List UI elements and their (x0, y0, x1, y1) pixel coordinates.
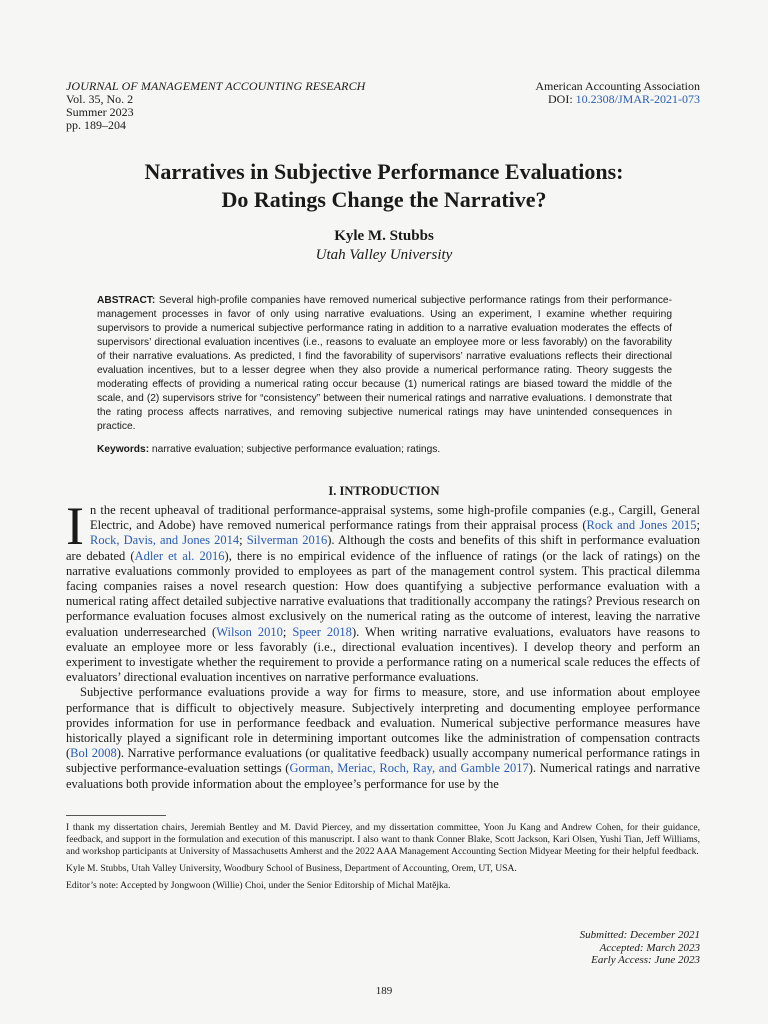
citation-link[interactable]: Rock, Davis, and Jones 2014 (89, 533, 240, 548)
text-run: Subjective performance evaluations provide a way for firms to measure, store, and use information about employee performance that is difficult to objectively measure. Subjectively interpreting and documenting employee performance provides information for use in performance feedback and evaluation. Numerical subjective performance measures have historically played a significant role in determining important outcomes like the administration of compensation contracts ( (66, 685, 700, 761)
text-run: ; (239, 533, 247, 548)
doi-link[interactable]: 10.2308/JMAR-2021-073 (575, 92, 700, 106)
title-line-1: Narratives in Subjective Performance Evaluations: (144, 159, 624, 184)
text-run: ). Although the costs and benefits of this shift in performance evaluation are debated ( (66, 533, 700, 563)
keywords-text: narrative evaluation; subjective performance evaluation; ratings. (149, 444, 441, 455)
author-name: Kyle M. Stubbs (334, 228, 434, 244)
abstract-text: Several high-profile companies have removed numerical subjective performance ratings from their performance-management processes in favor of only using narrative evaluations. Using an experiment, I examine whether requiring supervisors to provide a numerical subjective performance rating in addition to a narrative evaluation moderates the effects of supervisors’ directional evaluation incentives (i.e., reasons to evaluate an employee more or less favorably) on the favorability of their narrative evaluations. As predicted, I find the favorability of supervisors’ narrative evaluations reflects their directional evaluation incentives, but to a lesser degree when they also provide a numerical performance rating. Theory suggests the moderating effects of providing a numerical rating occur because (1) numerical ratings are biased toward the middle of the scale, and (2) supervisors strive for “consistency” between their numerical ratings and narrative evaluations. I demonstrate that the rating process affects narratives, and removing subjective numerical ratings may have unintended consequences in practice. (97, 295, 672, 432)
citation-link[interactable]: Adler et al. 2016 (134, 548, 225, 563)
citation-link[interactable]: Gorman, Meriac, Roch, Ray, and Gamble 2017 (289, 761, 529, 776)
submitted-date: Submitted: December 2021 (579, 929, 700, 941)
publisher-header (535, 80, 700, 106)
text-run: ). When writing narrative evaluations, evaluators have reasons to evaluate an employee more or less favorably (i.e., directional evaluation incentives). I develop theory and perform an experiment to investigate whether the requirement to provide a performance rating on a numerical scale reduces the effects of evaluators’ directional evaluation incentives on narrative performance evaluations. (66, 624, 700, 685)
accepted-date: Accepted: March 2023 (599, 941, 700, 954)
editor-note: Editor’s note: Accepted by Jongwoon (Willie) Choi, under the Senior Editorship of Michal Matějka. (66, 880, 451, 891)
footnote-divider (66, 815, 166, 816)
text-run: ; (696, 518, 700, 533)
body-text (66, 496, 701, 792)
text-run: ), there is no empirical evidence of the influence of ratings (or the lack of ratings) on the narrative evaluations commonly provided to employees as part of the management control system. This practical dilemma facing companies raises a novel research question: How does quantifying a subjective performance evaluation with a numerical rating affect detailed subjective narrative evaluations that traditionally accompany the ratings? Previous research on performance evaluation focuses almost exclusively on the numerical rating as the outcome of interest, leaving the narrative evaluation underresearched ( (66, 548, 700, 639)
text-run: ). Narrative performance evaluations (or qualitative feedback) usually accompany numerical performance ratings in subjective performance-evaluation settings ( (66, 746, 700, 776)
title-line-2: Do Ratings Change the Narrative? (221, 187, 547, 212)
paragraph-2 (66, 685, 700, 791)
abstract (97, 294, 672, 434)
author-affiliation: Utah Valley University (315, 247, 453, 263)
drop-cap: I (66, 496, 84, 556)
doi-label: DOI: (547, 92, 576, 106)
citation-link[interactable]: Speer 2018 (292, 624, 352, 639)
citation-link[interactable]: Wilson 2010 (216, 624, 283, 639)
journal-header (66, 80, 365, 132)
paragraph-1 (66, 496, 700, 685)
abstract-label: ABSTRACT: (97, 295, 156, 306)
author-contact: Kyle M. Stubbs, Utah Valley University, Woodbury School of Business, Department of Accounting, Orem, UT, USA. (66, 863, 517, 874)
publication-dates (580, 929, 700, 967)
footnotes (66, 822, 700, 897)
citation-link[interactable]: Rock and Jones 2015 (586, 518, 697, 533)
text-run: ; (282, 624, 293, 639)
journal-name: JOURNAL OF MANAGEMENT ACCOUNTING RESEARCH (66, 79, 366, 93)
early-access-date: Early Access: June 2023 (591, 954, 700, 966)
keywords (97, 443, 672, 457)
page-number: 189 (375, 985, 393, 997)
citation-link[interactable]: Bol 2008 (70, 746, 117, 761)
acknowledgments: I thank my dissertation chairs, Jeremiah Bentley and M. David Piercey, and my dissertation committee, Yoon Ju Kang and Andrew Cohen, for their guidance, feedback, and support in the formulation and execution of this manuscript. I also want to thank Conner Blake, Scott Jackson, Kari Olsen, Yushi Tian, Jeff Williams, and workshop participants at University of Massachusetts Amherst and the 2022 AAA Management Accounting Section Midyear Meeting for their helpful feedback. (66, 822, 700, 857)
publisher-name: American Accounting Association (535, 79, 700, 93)
section-heading: I. INTRODUCTION (328, 484, 440, 498)
doi-line (535, 93, 700, 106)
volume-info: Vol. 35, No. 2 (66, 92, 134, 106)
keywords-label: Keywords: (97, 444, 150, 455)
citation-link[interactable]: Silverman 2016 (246, 533, 328, 548)
text-run: n the recent upheaval of traditional performance-appraisal systems, some high-profile companies (e.g., Cargill, General Electric, and Adobe) have removed numerical performance ratings from their appraisal process ( (89, 503, 700, 533)
page-range: pp. 189–204 (66, 118, 126, 132)
issue-season: Summer 2023 (66, 105, 134, 119)
text-run: ). Numerical ratings and narrative evaluations both provide information about the employee’s performance for use by the (66, 761, 701, 791)
paper-title (40, 158, 728, 214)
